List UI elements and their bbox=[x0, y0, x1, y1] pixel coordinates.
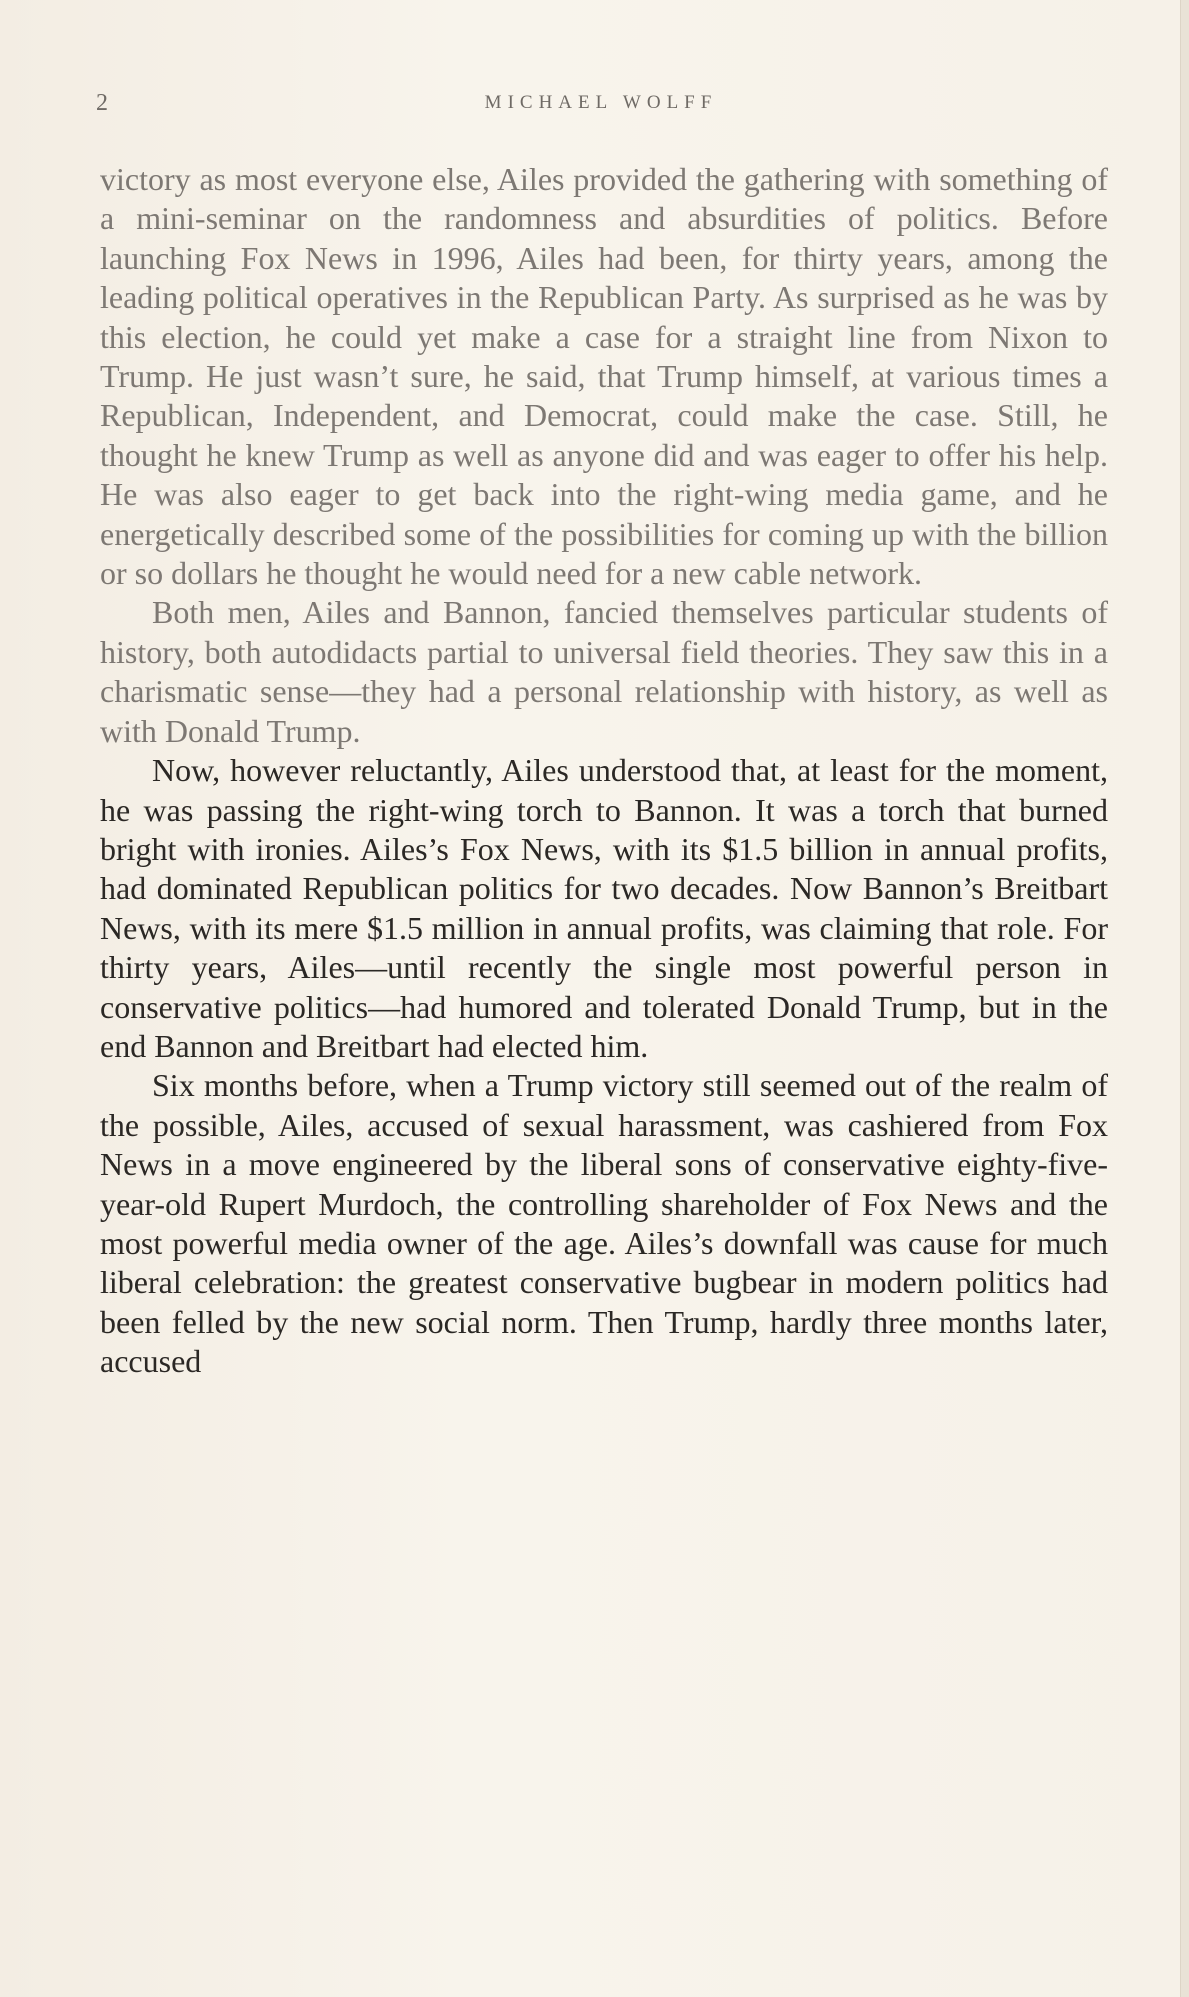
paragraph-1: victory as most everyone else, Ailes provided the gathering with something of a mini-seminar on the randomness and absurdities of politics. Before launching Fox News in 1996, Ailes had been, for thirty years, among the leading political operatives in the Republican Party. As surprised as he was by this election, he could yet make a case for a straight line from Nixon to Trump. He just wasn’t sure, he said, that Trump himself, at various times a Republican, Independent, and Democrat, could make the case. Still, he thought he knew Trump as well as anyone did and was eager to offer his help. He was also eager to get back into the right-wing media game, and he energetically described some of the possibilities for coming up with the billion or so dollars he thought he would need for a new cable network. bbox=[100, 161, 1108, 592]
paragraph-4: Six months before, when a Trump victory still seemed out of the realm of the possible, Ailes, accused of sexual harassment, was cashiered from Fox News in a move engineered by the liberal sons of conservative eighty-five-year-old Rupert Murdoch, the controlling shareholder of Fox News and the most powerful media owner of the age. Ailes’s downfall was cause for much liberal celebration: the greatest conservative bugbear in modern politics had been felled by the new social norm. Then Trump, hardly three months later, accused bbox=[100, 1067, 1108, 1380]
paragraph-3: Now, however reluctantly, Ailes understood that, at least for the moment, he was passing the right-wing torch to Bannon. It was a torch that burned bright with ironies. Ailes’s Fox News, with its $1.5 billion in annual profits, had dominated Republican politics for two decades. Now Bannon’s Breitbart News, with its mere $1.5 million in annual profits, was claiming that role. For thirty years, Ailes—until recently the single most powerful person in conservative politics—had humored and tolerated Donald Trump, but in the end Bannon and Breitbart had elected him. bbox=[100, 752, 1108, 1064]
body-text bbox=[100, 160, 1108, 1382]
paragraph-2: Both men, Ailes and Bannon, fancied themselves particular students of history, both autodidacts partial to universal field theories. They saw this in a charismatic sense—they had a personal relationship with history, as well as with Donald Trump. bbox=[100, 594, 1108, 749]
running-head-author: MICHAEL WOLFF bbox=[484, 92, 718, 113]
page-edge bbox=[1180, 0, 1189, 1997]
running-head bbox=[96, 90, 1106, 130]
page-number: 2 bbox=[96, 90, 108, 116]
